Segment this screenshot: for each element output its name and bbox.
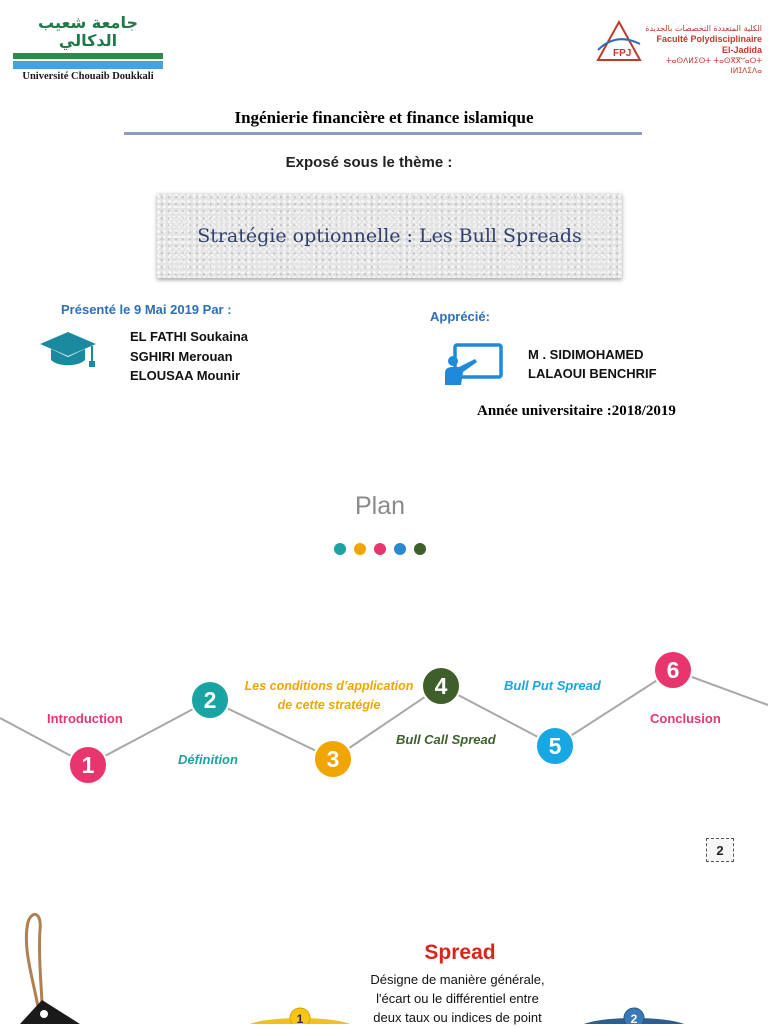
step-label-line: de cette stratégie	[277, 698, 381, 712]
node-number: 2	[203, 687, 217, 713]
timeline-node-3	[314, 740, 352, 778]
badge-number: 1	[296, 1012, 304, 1024]
decorative-dot	[354, 543, 366, 555]
decorative-dot	[414, 543, 426, 555]
node-number: 1	[81, 752, 95, 778]
faculty-name-arabic: الكلية المتعددة التخصصات بالجديدة	[645, 24, 762, 33]
node-number: 5	[548, 733, 562, 759]
step-label-definition: Définition	[178, 752, 238, 767]
faculty-logo	[594, 18, 764, 75]
faculty-name-tifinagh: ⵜⴰⵙⴷⵍⵉⵙⵜ ⵜⴰⵙⴳⴳⵯⴰⵔⵜ ⵏⵍⵊⴷⵉⴷⴰ	[665, 56, 762, 75]
node-number: 4	[434, 673, 448, 699]
presenter-name: ELOUSAA Mounir	[130, 368, 241, 383]
university-logo	[8, 13, 168, 82]
node-number: 6	[666, 657, 680, 683]
title-underline	[124, 132, 642, 135]
professor-name: M . SIDIMOHAMED	[528, 347, 644, 362]
presenter-name: SGHIRI Merouan	[130, 348, 233, 364]
badge-1	[250, 1004, 350, 1024]
decorative-dot	[374, 543, 386, 555]
university-name-arabic: جامعة شعيب الدكالي	[38, 13, 138, 50]
teacher-board-icon	[441, 343, 505, 387]
badge-2	[584, 1004, 684, 1024]
faculty-text	[644, 24, 762, 76]
step-label-line: Les conditions d’application	[244, 679, 414, 693]
professors-list	[528, 345, 657, 383]
step-label-bull-put: Bull Put Spread	[504, 678, 601, 693]
course-title: Ingénierie financière et finance islamique	[234, 108, 534, 127]
appreciated-label: Apprécié:	[430, 309, 490, 324]
page-number: 2	[706, 838, 734, 862]
step-label-bull-call: Bull Call Spread	[396, 732, 496, 747]
faculty-emblem-icon	[596, 20, 642, 62]
timeline-node-1	[69, 746, 107, 784]
university-name-latin: Université Chouaib Doukkali	[22, 71, 154, 82]
description-line: Désigne de manière générale,	[370, 972, 545, 987]
description-line: l'écart ou le différentiel entre	[376, 991, 539, 1006]
logo-band-blue	[13, 61, 163, 69]
timeline-node-2	[191, 681, 229, 719]
step-label-conditions	[234, 677, 424, 715]
faculty-emblem-text: FPJ	[613, 48, 632, 59]
presenter-name: EL FATHI Soukaina	[130, 329, 248, 344]
academic-year: Année universitaire :2018/2019	[477, 403, 676, 419]
logo-band-green	[13, 53, 163, 59]
step-label-introduction: Introduction	[47, 711, 123, 726]
badge-number: 2	[630, 1012, 638, 1024]
decorative-dots	[334, 543, 426, 555]
timeline-node-4	[422, 667, 460, 705]
professor-name: LALAOUI BENCHRIF	[528, 366, 657, 381]
presenters-list	[130, 327, 248, 386]
description-line: deux taux ou indices de point	[373, 1010, 542, 1025]
spread-title: Spread	[424, 941, 496, 964]
spread-description	[355, 970, 560, 1027]
price-tag-icon	[20, 910, 130, 1024]
decorative-dot	[394, 543, 406, 555]
timeline-node-5	[536, 727, 574, 765]
graduation-cap-icon	[38, 330, 98, 372]
timeline-node-6	[654, 651, 692, 689]
decorative-dot	[334, 543, 346, 555]
theme-label: Exposé sous le thème :	[285, 154, 453, 171]
theme-title: Stratégie optionnelle : Les Bull Spreads	[197, 224, 582, 247]
plan-title: Plan	[354, 492, 406, 520]
presented-label: Présenté le 9 Mai 2019 Par :	[61, 302, 232, 317]
node-number: 3	[326, 746, 340, 772]
faculty-name-french: Faculté Polydisciplinaire El-Jadida	[656, 34, 762, 55]
theme-box	[157, 193, 622, 278]
step-label-conclusion: Conclusion	[650, 711, 721, 726]
